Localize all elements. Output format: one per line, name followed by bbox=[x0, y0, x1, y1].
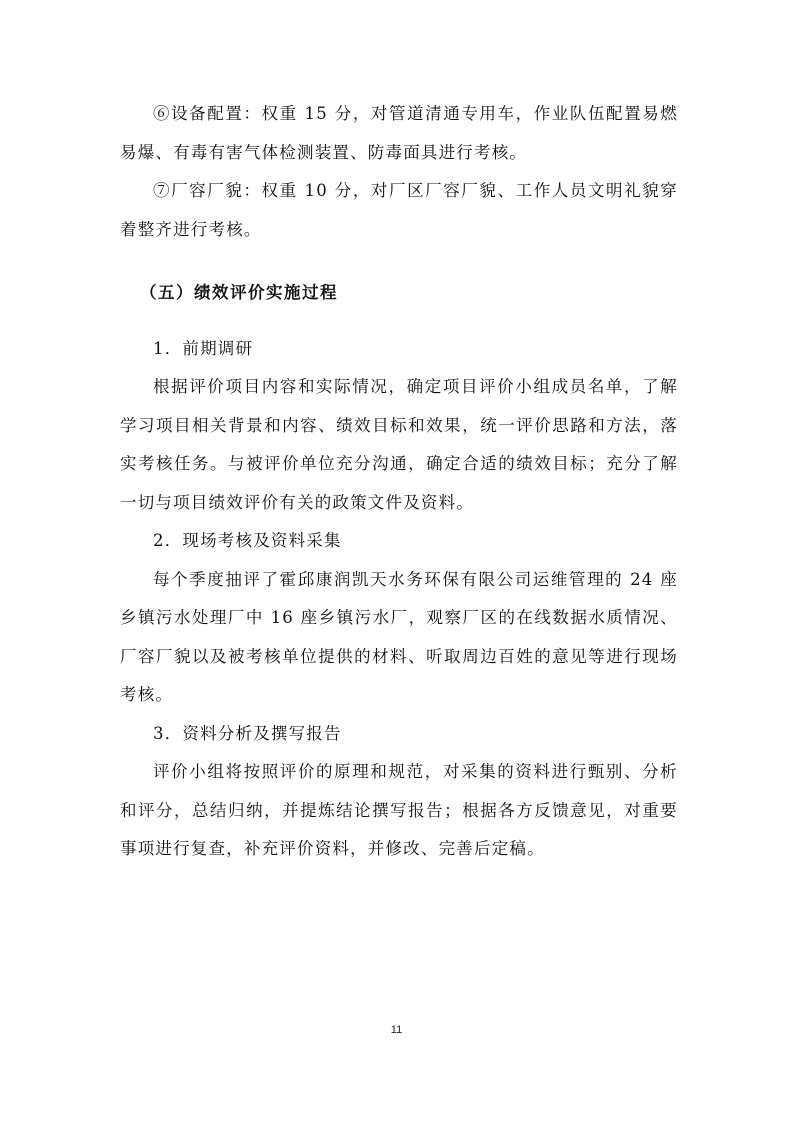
subsection-body-1: 根据评价项目内容和实际情况，确定项目评价小组成员名单，了解学习项目相关背景和内容、绩效目标和效果，统一评价思路和方法，落实考核任务。与被评价单位充分沟通，确定合适的绩效目标；充分了解一切与项目绩效评价有关的政策文件及资料。 bbox=[120, 377, 678, 512]
paragraph-equipment-config: ⑥设备配置：权重 15 分，对管道清通专用车，作业队伍配置易燃易爆、有毒有害气体检测装置、防毒面具进行考核。 bbox=[120, 104, 678, 162]
page-number: 11 bbox=[390, 1024, 403, 1036]
paragraph-plant-appearance: ⑦厂容厂貌：权重 10 分，对厂区厂容厂貌、工作人员文明礼貌穿着整齐进行考核。 bbox=[120, 181, 678, 239]
subsection-body-2: 每个季度抽评了霍邱康润凯天水务环保有限公司运维管理的 24 座乡镇污水处理厂中 16 座乡镇污水厂，观察厂区的在线数据水质情况、厂容厂貌以及被考核单位提供的材料、听取周边百姓的意见等进行现场考核。 bbox=[120, 569, 678, 704]
subsection-title-3: 3．资料分析及撰写报告 bbox=[153, 723, 342, 743]
subsection-title-2: 2．现场考核及资料采集 bbox=[153, 531, 342, 550]
section-heading: （五）绩效评价实施过程 bbox=[140, 283, 338, 302]
subsection-title-1: 1．前期调研 bbox=[153, 338, 254, 358]
page-content bbox=[120, 95, 678, 869]
subsection-body-3: 评价小组将按照评价的原理和规范，对采集的资料进行甄别、分析和评分，总结归纳，并提炼结论撰写报告；根据各方反馈意见，对重要事项进行复查，补充评价资料，并修改、完善后定稿。 bbox=[120, 762, 678, 858]
